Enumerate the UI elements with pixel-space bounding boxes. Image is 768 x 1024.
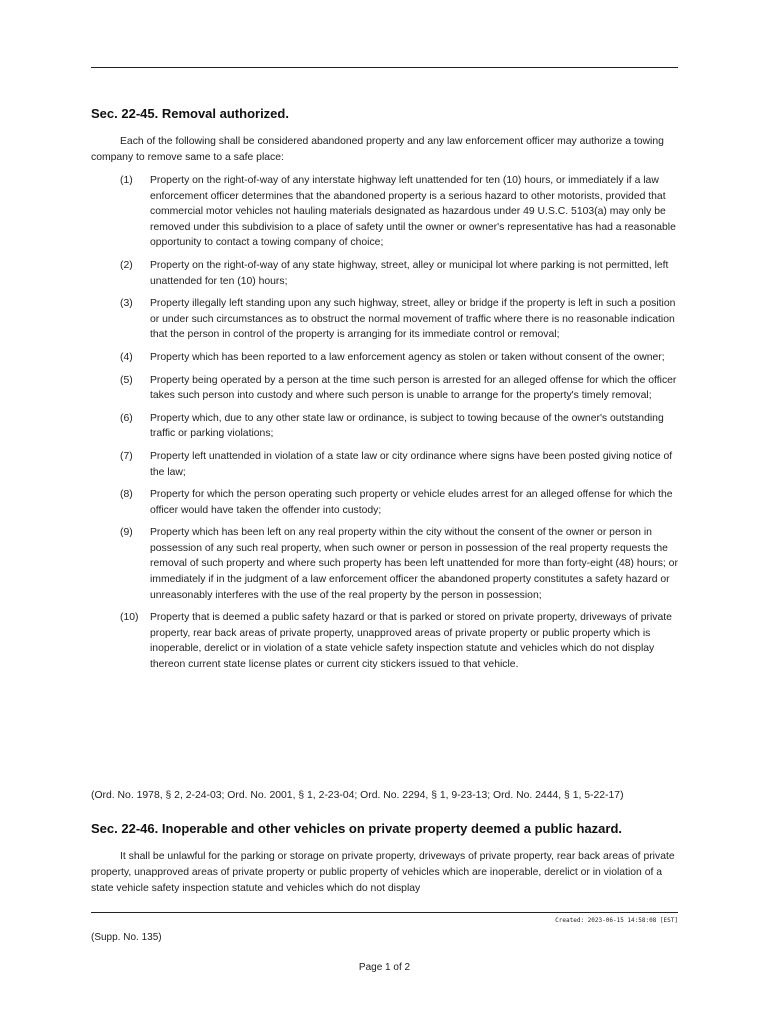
section-heading: Sec. 22-46. Inoperable and other vehicles on private property deemed a public hazard.	[91, 821, 623, 836]
item-text: Property which has been reported to a law enforcement agency as stolen or taken without consent of the owner;	[150, 351, 665, 363]
item-number: (6)	[120, 412, 133, 424]
item-list	[120, 173, 678, 680]
item-text: Property which, due to any other state law or ordinance, is subject to towing because of the owner's outstanding traffic or parking violations;	[150, 412, 664, 440]
item-number: (9)	[120, 527, 133, 539]
item-number: (1)	[120, 175, 133, 186]
item-number: (2)	[120, 259, 133, 271]
header-rule	[91, 67, 678, 68]
history-note: (Ord. No. 1978, § 2, 2-24-03; Ord. No. 2001, § 1, 2-23-04; Ord. No. 2294, § 1, 9-23-13; Ord. No. 2444, § 1, 5-22-17)	[91, 790, 624, 801]
item-text: Property on the right-of-way of any state highway, street, alley or municipal lot where parking is not permitted, left unattended for ten (10) hours;	[150, 259, 669, 287]
item-number: (3)	[120, 298, 133, 310]
item-number: (4)	[120, 351, 133, 363]
list-item	[120, 173, 678, 251]
created-timestamp: Created: 2023-06-15 14:58:08 [EST]	[555, 917, 678, 924]
list-item	[120, 258, 678, 289]
section-heading: Sec. 22-45. Removal authorized.	[91, 106, 289, 121]
item-text: Property for which the person operating such property or vehicle eludes arrest for an alleged offense for which the officer would have taken the offender into custody;	[150, 489, 673, 516]
item-text: Property illegally left standing upon any such highway, street, alley or bridge if the property is left in such a position or under such circumstances as to obstruct the normal movement of traffic where there is no reasonable indication that the person in control of the property is arranging for its immediate control or removal;	[150, 298, 676, 341]
footer-rule	[91, 912, 678, 913]
section-intro-text: It shall be unlawful for the parking or storage on private property, driveways of private property, rear back areas of private property, unapproved areas of private property or public property of vehicles which are inoperable, derelict or in violation of a state vehicle safety inspection statute and vehicles which do not display	[91, 851, 675, 894]
list-item	[120, 411, 678, 442]
item-text: Property being operated by a person at the time such person is arrested for an alleged offense for which the officer takes such person into custody and where such person is unable to arrange for the property's timely removal;	[150, 374, 677, 402]
document-page	[91, 0, 678, 1024]
list-item	[120, 525, 678, 603]
item-number: (8)	[120, 489, 133, 501]
item-text: Property that is deemed a public safety hazard or that is parked or stored on private property, driveways of private property, rear back areas of private property, unapproved areas of private property or public property which is inoperable, derelict or in violation of a state vehicle safety inspection statute and vehicles which do not display thereon current state license plates or current city stickers issued to that vehicle.	[150, 612, 672, 671]
list-item	[120, 373, 678, 404]
item-text: Property left unattended in violation of a state law or city ordinance where signs have been posted giving notice of the law;	[150, 450, 673, 478]
list-item	[120, 487, 678, 518]
section-intro	[91, 849, 678, 897]
list-item	[120, 296, 678, 343]
supplement-number: (Supp. No. 135)	[91, 932, 162, 943]
list-item	[120, 449, 678, 480]
section-intro	[91, 134, 678, 166]
list-item	[120, 350, 678, 366]
list-item	[120, 610, 678, 672]
item-number: (5)	[120, 374, 133, 386]
item-text: Property on the right-of-way of any interstate highway left unattended for ten (10) hours, or immediately if a law enforcement officer determines that the abandoned property is a serious hazard to other motorists, provided that commercial motor vehicles not hauling materials designated as hazardous under 49 U.S.C. 5103(a) may only be removed under this subdivision to a place of safety until the owner or owner's representative has had a reasonable opportunity to contact a towing company of choice;	[150, 175, 676, 249]
item-number: (7)	[120, 450, 133, 462]
item-number: (10)	[120, 612, 139, 624]
page-number: Page 1 of 2	[358, 962, 411, 973]
section-intro-text: Each of the following shall be considered abandoned property and any law enforcement officer may authorize a towing company to remove same to a safe place:	[91, 136, 664, 163]
item-text: Property which has been left on any real property within the city without the consent of the owner or person in possession of any such real property, when such owner or person in possession of the real property requests the removal of such property and where such property has been left unattended for more than forty-eight (48) hours; or immediately if in the judgment of a law enforcement officer the abandoned property constitutes a safety hazard or unreasonably interferes with the use of the real property by the person in possession;	[150, 527, 678, 601]
